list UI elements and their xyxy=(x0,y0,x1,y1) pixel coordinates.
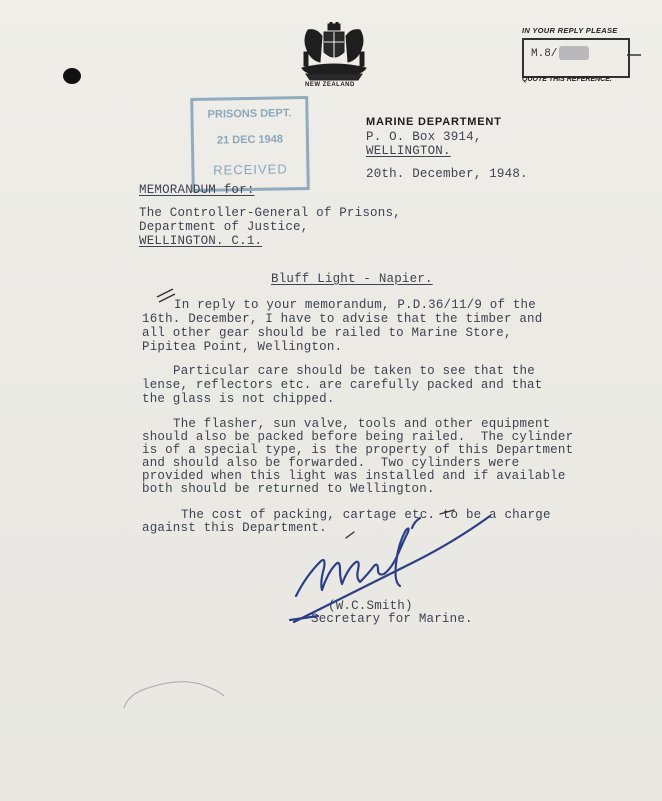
reply-bottom-label: QUOTE THIS REFERENCE. xyxy=(522,76,612,83)
body-p1-line-4: Pipitea Point, Wellington. xyxy=(142,340,343,354)
stamp-date: 21 DEC 1948 xyxy=(216,133,284,147)
crest-caption: NEW ZEALAND xyxy=(305,82,355,88)
po-box: P. O. Box 3914, xyxy=(366,130,482,144)
signatory-name: (W.C.Smith) xyxy=(328,599,413,613)
addressee-line-2: Department of Justice, xyxy=(139,220,309,234)
body-p3-line-6: both should be returned to Wellington. xyxy=(142,482,435,496)
reply-top-label: IN YOUR REPLY PLEASE xyxy=(522,26,618,35)
reference-number: M.8/ xyxy=(531,48,558,60)
letterhead-city: WELLINGTON. xyxy=(366,144,451,158)
body-p1-line-3: all other gear should be railed to Marine Store, xyxy=(142,326,512,340)
body-p4-line-1: The cost of packing, cartage etc. to be a charge xyxy=(181,508,551,522)
subject-line: Bluff Light - Napier. xyxy=(271,272,433,286)
addressee-line-1: The Controller-General of Prisons, xyxy=(139,206,401,220)
memorandum-label: MEMORANDUM for: xyxy=(139,183,255,197)
punch-hole xyxy=(63,68,81,84)
body-p3-line-2: should also be packed before being railed. The cylinder xyxy=(142,430,574,444)
body-p2-line-1: Particular care should be taken to see that the xyxy=(173,364,535,378)
stamp-department: PRISONS DEPT. xyxy=(207,107,292,121)
body-p2-line-2: lense, reflectors etc. are carefully packed and that xyxy=(142,378,543,392)
body-p4-line-2: against this Department. xyxy=(142,521,327,535)
reply-reference-box xyxy=(515,26,655,86)
received-stamp xyxy=(190,96,310,192)
department-name: MARINE DEPARTMENT xyxy=(366,116,502,128)
letter-date: 20th. December, 1948. xyxy=(366,167,528,181)
body-p3-line-5: provided when this light was installed and if available xyxy=(142,469,566,483)
body-p3-line-1: The flasher, sun valve, tools and other equipment xyxy=(173,417,551,431)
stamp-received: RECEIVED xyxy=(213,161,288,178)
body-p1-line-1: In reply to your memorandum, P.D.36/11/9 of the xyxy=(174,298,536,312)
body-p3-line-4: and should also be forwarded. Two cylinders were xyxy=(142,456,520,470)
addressee-line-3: WELLINGTON. C.1. xyxy=(139,234,263,248)
coat-of-arms-icon xyxy=(298,22,370,82)
body-p1-line-2: 16th. December, I have to advise that the timber and xyxy=(142,312,543,326)
signatory-title: Secretary for Marine. xyxy=(311,612,473,626)
arrow-icon xyxy=(627,50,647,60)
body-p2-line-3: the glass is not chipped. xyxy=(142,392,335,406)
reference-blot xyxy=(559,46,589,60)
body-p3-line-3: is of a special type, is the property of this Department xyxy=(142,443,574,457)
